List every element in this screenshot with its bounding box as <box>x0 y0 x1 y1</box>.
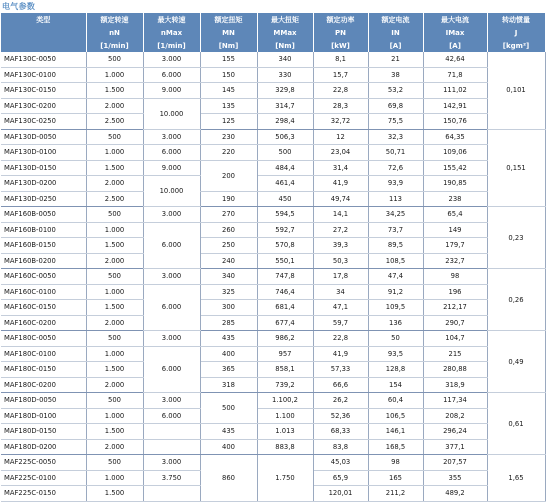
rated-current-cell: 91,2 <box>368 284 423 300</box>
table-row <box>1 377 545 393</box>
rated-current-cell: 108,5 <box>368 253 423 269</box>
table-row <box>1 191 545 207</box>
rated-power-cell: 49,74 <box>313 191 368 207</box>
max-torque-cell: 957 <box>257 346 313 362</box>
electrical-parameters-table <box>1 13 546 502</box>
max-current-cell: 190,85 <box>423 176 487 192</box>
max-speed-cell: 3.000 <box>143 331 200 347</box>
rated-speed-cell: 500 <box>86 269 143 285</box>
max-current-cell: 212,17 <box>423 300 487 316</box>
max-speed-cell: 3.000 <box>143 52 200 67</box>
table-row <box>1 269 545 285</box>
table-row <box>1 83 545 99</box>
max-torque-cell: 340 <box>257 52 313 67</box>
max-torque-cell: 506,3 <box>257 129 313 145</box>
table-row <box>1 393 545 409</box>
rated-power-cell: 68,33 <box>313 424 368 440</box>
header-row-names <box>1 13 545 26</box>
rated-power-cell: 14,1 <box>313 207 368 223</box>
max-torque-cell: 739,2 <box>257 377 313 393</box>
max-current-cell: 64,35 <box>423 129 487 145</box>
motor-type-cell: MAF160C-0200 <box>1 315 86 331</box>
rated-current-cell: 50,71 <box>368 145 423 161</box>
header-rated-torque: 额定扭矩 <box>200 13 257 26</box>
header-unit-type <box>1 39 86 52</box>
max-torque-cell: 594,5 <box>257 207 313 223</box>
rated-torque-cell: 155 <box>200 52 257 67</box>
rated-torque-cell: 500 <box>200 393 257 424</box>
rated-torque-cell: 270 <box>200 207 257 223</box>
table-row <box>1 424 545 440</box>
max-current-cell: 65,4 <box>423 207 487 223</box>
max-torque-cell: 314,7 <box>257 98 313 114</box>
rated-power-cell: 50,3 <box>313 253 368 269</box>
rated-torque-cell: 240 <box>200 253 257 269</box>
max-speed-cell: 9.000 <box>143 83 200 99</box>
rated-torque-cell: 125 <box>200 114 257 130</box>
motor-type-cell: MAF180D-0200 <box>1 439 86 455</box>
rated-current-cell: 21 <box>368 52 423 67</box>
table-header <box>1 13 545 52</box>
motor-type-cell: MAF130C-0250 <box>1 114 86 130</box>
table-row <box>1 129 545 145</box>
max-current-cell: 489,2 <box>423 486 487 502</box>
max-current-cell: 111,02 <box>423 83 487 99</box>
max-speed-cell: 3.000 <box>143 455 200 471</box>
header-unit-nn: [1/min] <box>86 39 143 52</box>
max-current-cell: 196 <box>423 284 487 300</box>
header-inertia: 转动惯量 <box>487 13 545 26</box>
inertia-cell: 0,61 <box>487 393 545 455</box>
header-type: 类型 <box>1 13 86 26</box>
rated-speed-cell: 1.500 <box>86 486 143 502</box>
motor-type-cell: MAF180D-0150 <box>1 424 86 440</box>
max-current-cell: 71,8 <box>423 67 487 83</box>
rated-current-cell: 73,7 <box>368 222 423 238</box>
rated-torque-cell: 190 <box>200 191 257 207</box>
rated-speed-cell: 1.000 <box>86 346 143 362</box>
rated-speed-cell: 1.500 <box>86 424 143 440</box>
max-current-cell: 296,24 <box>423 424 487 440</box>
rated-speed-cell: 1.500 <box>86 362 143 378</box>
rated-torque-cell: 260 <box>200 222 257 238</box>
max-current-cell: 155,42 <box>423 160 487 176</box>
max-speed-cell <box>143 424 200 440</box>
rated-torque-cell: 135 <box>200 98 257 114</box>
rated-torque-cell: 400 <box>200 439 257 455</box>
motor-type-cell: MAF130C-0050 <box>1 52 86 67</box>
max-current-cell: 179,7 <box>423 238 487 254</box>
header-symbol-mn: MN <box>200 26 257 39</box>
max-current-cell: 290,7 <box>423 315 487 331</box>
rated-current-cell: 53,2 <box>368 83 423 99</box>
inertia-cell: 0,49 <box>487 331 545 393</box>
rated-power-cell: 47,1 <box>313 300 368 316</box>
rated-current-cell: 75,5 <box>368 114 423 130</box>
max-speed-cell: 6.000 <box>143 284 200 331</box>
max-torque-cell: 330 <box>257 67 313 83</box>
max-speed-cell <box>143 439 200 455</box>
max-current-cell: 109,06 <box>423 145 487 161</box>
rated-torque-cell: 285 <box>200 315 257 331</box>
rated-current-cell: 72,6 <box>368 160 423 176</box>
table-row <box>1 439 545 455</box>
rated-current-cell: 109,5 <box>368 300 423 316</box>
rated-power-cell: 32,72 <box>313 114 368 130</box>
motor-type-cell: MAF160C-0100 <box>1 284 86 300</box>
header-symbol-mmax: MMax <box>257 26 313 39</box>
motor-type-cell: MAF160C-0150 <box>1 300 86 316</box>
max-speed-cell: 3.000 <box>143 207 200 223</box>
rated-current-cell: 47,4 <box>368 269 423 285</box>
rated-power-cell: 15,7 <box>313 67 368 83</box>
max-torque-cell: 592,7 <box>257 222 313 238</box>
motor-type-cell: MAF130D-0250 <box>1 191 86 207</box>
rated-speed-cell: 2.000 <box>86 253 143 269</box>
rated-power-cell: 41,9 <box>313 346 368 362</box>
rated-speed-cell: 2.500 <box>86 191 143 207</box>
motor-type-cell: MAF160B-0150 <box>1 238 86 254</box>
motor-type-cell: MAF160B-0100 <box>1 222 86 238</box>
motor-type-cell: MAF160B-0050 <box>1 207 86 223</box>
header-rated-power: 额定功率 <box>313 13 368 26</box>
header-max-speed: 最大转速 <box>143 13 200 26</box>
table-row <box>1 207 545 223</box>
inertia-cell: 0,101 <box>487 52 545 129</box>
rated-power-cell: 59,7 <box>313 315 368 331</box>
rated-current-cell: 32,3 <box>368 129 423 145</box>
max-speed-cell: 6.000 <box>143 346 200 393</box>
header-rated-current: 额定电流 <box>368 13 423 26</box>
rated-power-cell: 66,6 <box>313 377 368 393</box>
motor-type-cell: MAF130D-0050 <box>1 129 86 145</box>
rated-current-cell: 165 <box>368 470 423 486</box>
header-symbol-nmax: nMax <box>143 26 200 39</box>
motor-type-cell: MAF130D-0150 <box>1 160 86 176</box>
max-torque-cell: 570,8 <box>257 238 313 254</box>
header-row-units <box>1 39 545 52</box>
rated-speed-cell: 1.000 <box>86 67 143 83</box>
rated-current-cell: 168,5 <box>368 439 423 455</box>
motor-type-cell: MAF160C-0050 <box>1 269 86 285</box>
table-row <box>1 315 545 331</box>
rated-power-cell: 34 <box>313 284 368 300</box>
rated-speed-cell: 2.000 <box>86 176 143 192</box>
rated-power-cell: 39,3 <box>313 238 368 254</box>
rated-speed-cell: 500 <box>86 207 143 223</box>
rated-power-cell: 57,33 <box>313 362 368 378</box>
max-current-cell: 318,9 <box>423 377 487 393</box>
rated-power-cell: 12 <box>313 129 368 145</box>
motor-type-cell: MAF130C-0100 <box>1 67 86 83</box>
max-torque-cell: 858,1 <box>257 362 313 378</box>
max-torque-cell: 1.100 <box>257 408 313 424</box>
rated-current-cell: 154 <box>368 377 423 393</box>
rated-power-cell: 120,01 <box>313 486 368 502</box>
max-current-cell: 142,91 <box>423 98 487 114</box>
max-torque-cell: 677,4 <box>257 315 313 331</box>
rated-torque-cell: 365 <box>200 362 257 378</box>
max-torque-cell: 1.013 <box>257 424 313 440</box>
max-speed-cell: 3.000 <box>143 393 200 409</box>
motor-type-cell: MAF180C-0150 <box>1 362 86 378</box>
table-row <box>1 222 545 238</box>
rated-speed-cell: 1.500 <box>86 83 143 99</box>
rated-power-cell: 26,2 <box>313 393 368 409</box>
rated-current-cell: 98 <box>368 455 423 471</box>
table-row <box>1 284 545 300</box>
motor-type-cell: MAF180C-0050 <box>1 331 86 347</box>
rated-speed-cell: 1.000 <box>86 408 143 424</box>
max-torque-cell: 986,2 <box>257 331 313 347</box>
rated-current-cell: 50 <box>368 331 423 347</box>
rated-current-cell: 93,9 <box>368 176 423 192</box>
max-speed-cell: 6.000 <box>143 222 200 269</box>
header-max-torque: 最大扭矩 <box>257 13 313 26</box>
header-symbol-nn: nN <box>86 26 143 39</box>
rated-power-cell: 83,8 <box>313 439 368 455</box>
max-speed-cell: 3.000 <box>143 129 200 145</box>
max-speed-cell: 10.000 <box>143 98 200 129</box>
motor-type-cell: MAF180D-0050 <box>1 393 86 409</box>
rated-torque-cell: 200 <box>200 160 257 191</box>
header-symbol-imax: IMax <box>423 26 487 39</box>
max-speed-cell: 6.000 <box>143 145 200 161</box>
rated-power-cell: 27,2 <box>313 222 368 238</box>
table-row <box>1 160 545 176</box>
rated-torque-cell: 300 <box>200 300 257 316</box>
max-current-cell: 104,7 <box>423 331 487 347</box>
rated-speed-cell: 500 <box>86 52 143 67</box>
header-row-symbols <box>1 26 545 39</box>
section-title: 电气参数 <box>2 2 36 11</box>
header-max-current: 最大电流 <box>423 13 487 26</box>
max-torque-cell: 450 <box>257 191 313 207</box>
table-row <box>1 346 545 362</box>
table-row <box>1 300 545 316</box>
rated-power-cell: 23,04 <box>313 145 368 161</box>
header-unit-nmax: [1/min] <box>143 39 200 52</box>
rated-power-cell: 17,8 <box>313 269 368 285</box>
max-torque-cell: 298,4 <box>257 114 313 130</box>
rated-torque-cell: 325 <box>200 284 257 300</box>
max-current-cell: 42,64 <box>423 52 487 67</box>
header-rated-speed: 额定转速 <box>86 13 143 26</box>
max-torque-cell: 747,8 <box>257 269 313 285</box>
rated-current-cell: 128,8 <box>368 362 423 378</box>
rated-torque-cell: 145 <box>200 83 257 99</box>
max-current-cell: 207,57 <box>423 455 487 471</box>
table-body <box>1 52 545 501</box>
rated-speed-cell: 2.500 <box>86 114 143 130</box>
rated-torque-cell: 230 <box>200 129 257 145</box>
rated-current-cell: 34,25 <box>368 207 423 223</box>
max-torque-cell: 329,8 <box>257 83 313 99</box>
rated-power-cell: 31,4 <box>313 160 368 176</box>
inertia-cell: 0,23 <box>487 207 545 269</box>
header-unit-imax: [A] <box>423 39 487 52</box>
rated-torque-cell: 340 <box>200 269 257 285</box>
max-current-cell: 98 <box>423 269 487 285</box>
max-speed-cell: 6.000 <box>143 67 200 83</box>
max-speed-cell: 9.000 <box>143 160 200 176</box>
rated-speed-cell: 1.500 <box>86 160 143 176</box>
motor-type-cell: MAF225C-0100 <box>1 470 86 486</box>
max-current-cell: 215 <box>423 346 487 362</box>
rated-speed-cell: 2.000 <box>86 98 143 114</box>
max-torque-cell: 1.750 <box>257 455 313 502</box>
rated-current-cell: 211,2 <box>368 486 423 502</box>
table-row <box>1 362 545 378</box>
rated-speed-cell: 1.000 <box>86 284 143 300</box>
rated-power-cell: 45,03 <box>313 455 368 471</box>
max-current-cell: 208,2 <box>423 408 487 424</box>
rated-speed-cell: 2.000 <box>86 377 143 393</box>
rated-torque-cell: 435 <box>200 331 257 347</box>
header-symbol-pn: PN <box>313 26 368 39</box>
motor-type-cell: MAF130C-0200 <box>1 98 86 114</box>
max-current-cell: 355 <box>423 470 487 486</box>
rated-speed-cell: 500 <box>86 393 143 409</box>
rated-torque-cell: 220 <box>200 145 257 161</box>
max-current-cell: 232,7 <box>423 253 487 269</box>
header-symbol-type <box>1 26 86 39</box>
motor-type-cell: MAF130C-0150 <box>1 83 86 99</box>
rated-torque-cell: 250 <box>200 238 257 254</box>
header-unit-in: [A] <box>368 39 423 52</box>
rated-speed-cell: 1.500 <box>86 300 143 316</box>
max-speed-cell: 3.000 <box>143 269 200 285</box>
rated-current-cell: 106,5 <box>368 408 423 424</box>
rated-power-cell: 28,3 <box>313 98 368 114</box>
header-unit-j: [kgm²] <box>487 39 545 52</box>
max-speed-cell <box>143 486 200 502</box>
max-speed-cell: 10.000 <box>143 176 200 207</box>
rated-current-cell: 146,1 <box>368 424 423 440</box>
rated-current-cell: 89,5 <box>368 238 423 254</box>
rated-current-cell: 60,4 <box>368 393 423 409</box>
rated-speed-cell: 500 <box>86 455 143 471</box>
header-unit-mmax: [Nm] <box>257 39 313 52</box>
table-row <box>1 408 545 424</box>
rated-torque-cell: 435 <box>200 424 257 440</box>
rated-torque-cell: 150 <box>200 67 257 83</box>
max-torque-cell: 746,4 <box>257 284 313 300</box>
header-unit-pn: [kW] <box>313 39 368 52</box>
motor-type-cell: MAF225C-0150 <box>1 486 86 502</box>
table-row <box>1 331 545 347</box>
max-current-cell: 150,76 <box>423 114 487 130</box>
motor-type-cell: MAF130D-0200 <box>1 176 86 192</box>
max-current-cell: 117,34 <box>423 393 487 409</box>
inertia-cell: 0,26 <box>487 269 545 331</box>
motor-type-cell: MAF180C-0100 <box>1 346 86 362</box>
inertia-cell: 1,65 <box>487 455 545 502</box>
max-torque-cell: 883,8 <box>257 439 313 455</box>
max-torque-cell: 461,4 <box>257 176 313 192</box>
motor-type-cell: MAF180C-0200 <box>1 377 86 393</box>
table-row <box>1 98 545 114</box>
max-speed-cell: 6.000 <box>143 408 200 424</box>
rated-power-cell: 41,9 <box>313 176 368 192</box>
motor-type-cell: MAF225C-0050 <box>1 455 86 471</box>
rated-speed-cell: 2.000 <box>86 439 143 455</box>
table-row <box>1 238 545 254</box>
table-row <box>1 455 545 471</box>
rated-current-cell: 113 <box>368 191 423 207</box>
rated-torque-cell: 400 <box>200 346 257 362</box>
header-unit-mn: [Nm] <box>200 39 257 52</box>
max-torque-cell: 681,4 <box>257 300 313 316</box>
max-current-cell: 377,1 <box>423 439 487 455</box>
max-speed-cell: 3.750 <box>143 470 200 486</box>
max-current-cell: 238 <box>423 191 487 207</box>
rated-torque-cell: 318 <box>200 377 257 393</box>
rated-speed-cell: 500 <box>86 129 143 145</box>
max-current-cell: 280,88 <box>423 362 487 378</box>
motor-type-cell: MAF160B-0200 <box>1 253 86 269</box>
rated-speed-cell: 1.500 <box>86 238 143 254</box>
rated-current-cell: 38 <box>368 67 423 83</box>
max-torque-cell: 1.100,2 <box>257 393 313 409</box>
rated-speed-cell: 1.000 <box>86 470 143 486</box>
header-symbol-in: IN <box>368 26 423 39</box>
rated-speed-cell: 1.000 <box>86 222 143 238</box>
rated-power-cell: 52,36 <box>313 408 368 424</box>
rated-torque-cell: 860 <box>200 455 257 502</box>
rated-power-cell: 22,8 <box>313 83 368 99</box>
table-row <box>1 145 545 161</box>
table-row <box>1 67 545 83</box>
motor-type-cell: MAF180D-0100 <box>1 408 86 424</box>
rated-speed-cell: 2.000 <box>86 315 143 331</box>
inertia-cell: 0,151 <box>487 129 545 207</box>
rated-current-cell: 93,5 <box>368 346 423 362</box>
table-row <box>1 114 545 130</box>
header-symbol-j: J <box>487 26 545 39</box>
rated-current-cell: 69,8 <box>368 98 423 114</box>
table-row <box>1 52 545 67</box>
max-torque-cell: 484,4 <box>257 160 313 176</box>
max-current-cell: 149 <box>423 222 487 238</box>
rated-power-cell: 22,8 <box>313 331 368 347</box>
max-torque-cell: 500 <box>257 145 313 161</box>
motor-type-cell: MAF130D-0100 <box>1 145 86 161</box>
max-torque-cell: 550,1 <box>257 253 313 269</box>
rated-speed-cell: 1.000 <box>86 145 143 161</box>
rated-current-cell: 136 <box>368 315 423 331</box>
rated-power-cell: 65,9 <box>313 470 368 486</box>
rated-speed-cell: 500 <box>86 331 143 347</box>
rated-power-cell: 8,1 <box>313 52 368 67</box>
table-row <box>1 253 545 269</box>
table-row <box>1 176 545 192</box>
